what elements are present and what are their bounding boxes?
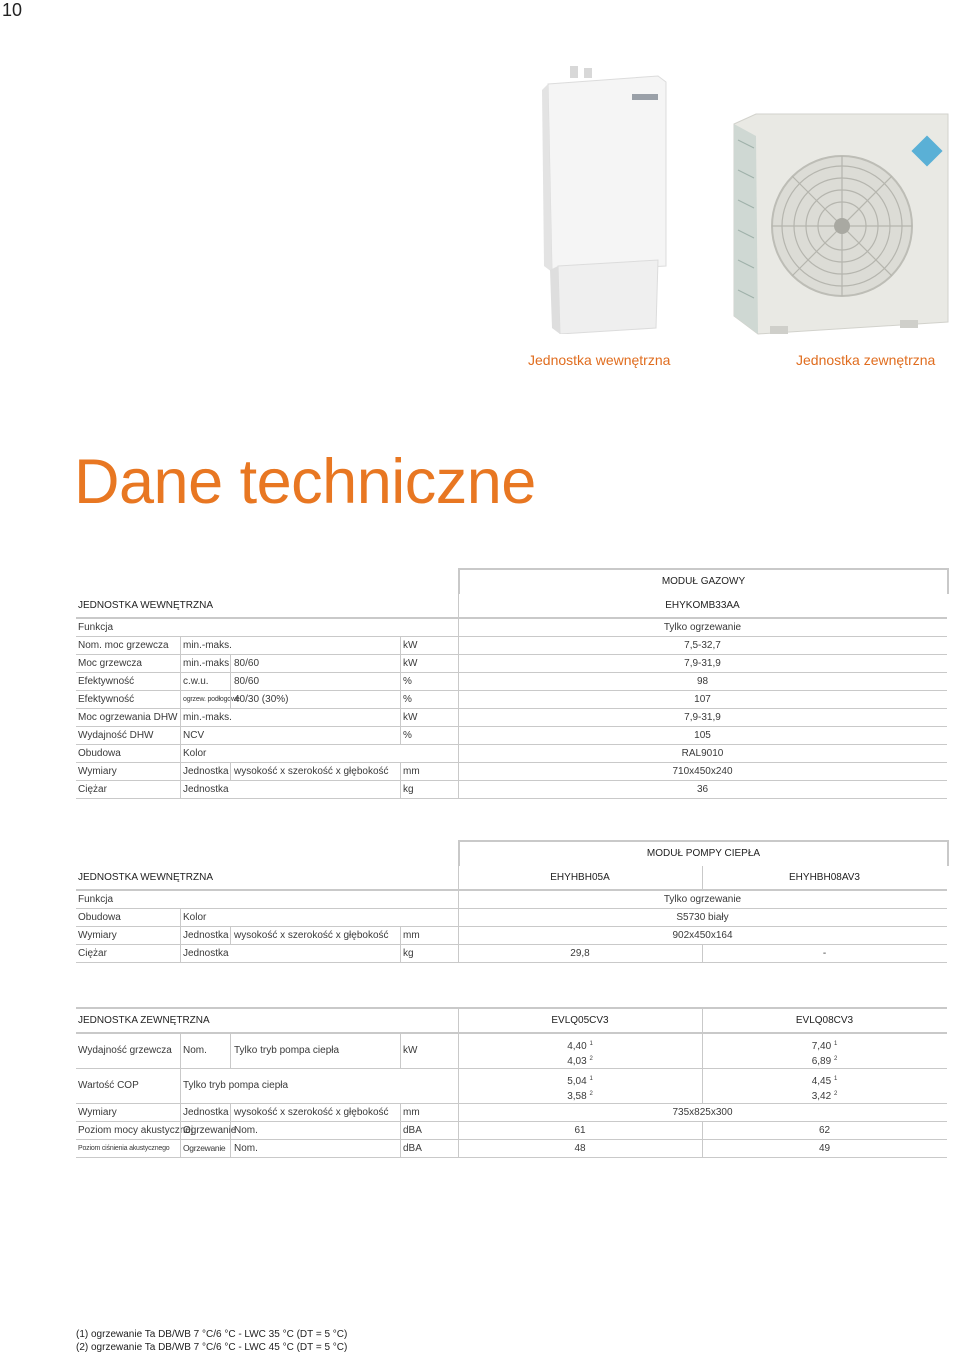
table-row: Efektywność ogrzew. podłogowe 40/30 (30%) % 107	[76, 691, 947, 709]
gas-module-table	[76, 594, 947, 799]
table-row: Wymiary Jednostka wysokość x szerokość x głębokość mm 710x450x240	[76, 763, 947, 781]
footnote-1: (1) ogrzewanie Ta DB/WB 7 °C/6 °C - LWC 35 °C (DT = 5 °C)	[76, 1329, 348, 1340]
table-row: Poziom ciśnienia akustycznego Ogrzewanie Nom. dBA 48 49	[76, 1140, 947, 1158]
page-title: Dane techniczne	[74, 447, 536, 517]
table-row: Poziom mocy akustycznej Ogrzewanie Nom. dBA 61 62	[76, 1122, 947, 1140]
table-row: Wydajność DHW NCV % 105	[76, 727, 947, 745]
table-row: Wymiary Jednostka wysokość x szerokość x głębokość mm 902x450x164	[76, 927, 947, 945]
indoor-caption: Jednostka wewnętrzna	[528, 352, 671, 368]
table-header-row: JEDNOSTKA ZEWNĘTRZNA EVLQ05CV3 EVLQ08CV3	[76, 1009, 947, 1034]
heat-pump-module-table	[76, 866, 947, 963]
table-header-row: JEDNOSTKA WEWNĘTRZNA EHYHBH05A EHYHBH08AV3	[76, 866, 947, 891]
table-row: Moc grzewcza min.-maks. 80/60 kW 7,9-31,9	[76, 655, 947, 673]
table-row: Funkcja Tylko ogrzewanie	[76, 891, 947, 909]
footnotes	[76, 1328, 347, 1354]
table-row: Efektywność c.w.u. 80/60 % 98	[76, 673, 947, 691]
table-row: Wartość COP Tylko tryb pompa ciepła 5,04 $^1$ 3,58 $^2$ 4,45 $^1$ 3,42 $^2$	[76, 1069, 947, 1104]
outdoor-caption: Jednostka zewnętrzna	[796, 352, 936, 368]
table-row: Obudowa Kolor S5730 biały	[76, 909, 947, 927]
table-row: Moc ogrzewania DHW min.-maks. kW 7,9-31,9	[76, 709, 947, 727]
outdoor-unit-table	[76, 1007, 947, 1158]
table-row: Wymiary Jednostka wysokość x szerokość x głębokość mm 735x825x300	[76, 1104, 947, 1122]
table-row: Ciężar Jednostka kg 29,8 -	[76, 945, 947, 963]
table-row: Nom. moc grzewcza min.-maks. kW 7,5-32,7	[76, 637, 947, 655]
table-header-row: JEDNOSTKA WEWNĘTRZNA EHYKOMB33AA	[76, 594, 947, 619]
table1-group-header: MODUŁ GAZOWY	[458, 568, 949, 594]
table-row: Ciężar Jednostka kg 36	[76, 781, 947, 799]
indoor-unit-image	[540, 66, 670, 334]
table-row: Wydajność grzewcza Nom. Tylko tryb pompa ciepła kW 4,40 $^1$ 4,03 $^2$ 7,40 $^1$ 6,89 $^2$	[76, 1034, 947, 1069]
table-row: Obudowa Kolor RAL9010	[76, 745, 947, 763]
outdoor-unit-image	[730, 110, 950, 340]
table2-group-header: MODUŁ POMPY CIEPŁA	[458, 840, 949, 866]
footnote-2: (2) ogrzewanie Ta DB/WB 7 °C/6 °C - LWC 45 °C (DT = 5 °C)	[76, 1342, 348, 1353]
table-row: Funkcja Tylko ogrzewanie	[76, 619, 947, 637]
page-number: 10	[2, 0, 23, 20]
